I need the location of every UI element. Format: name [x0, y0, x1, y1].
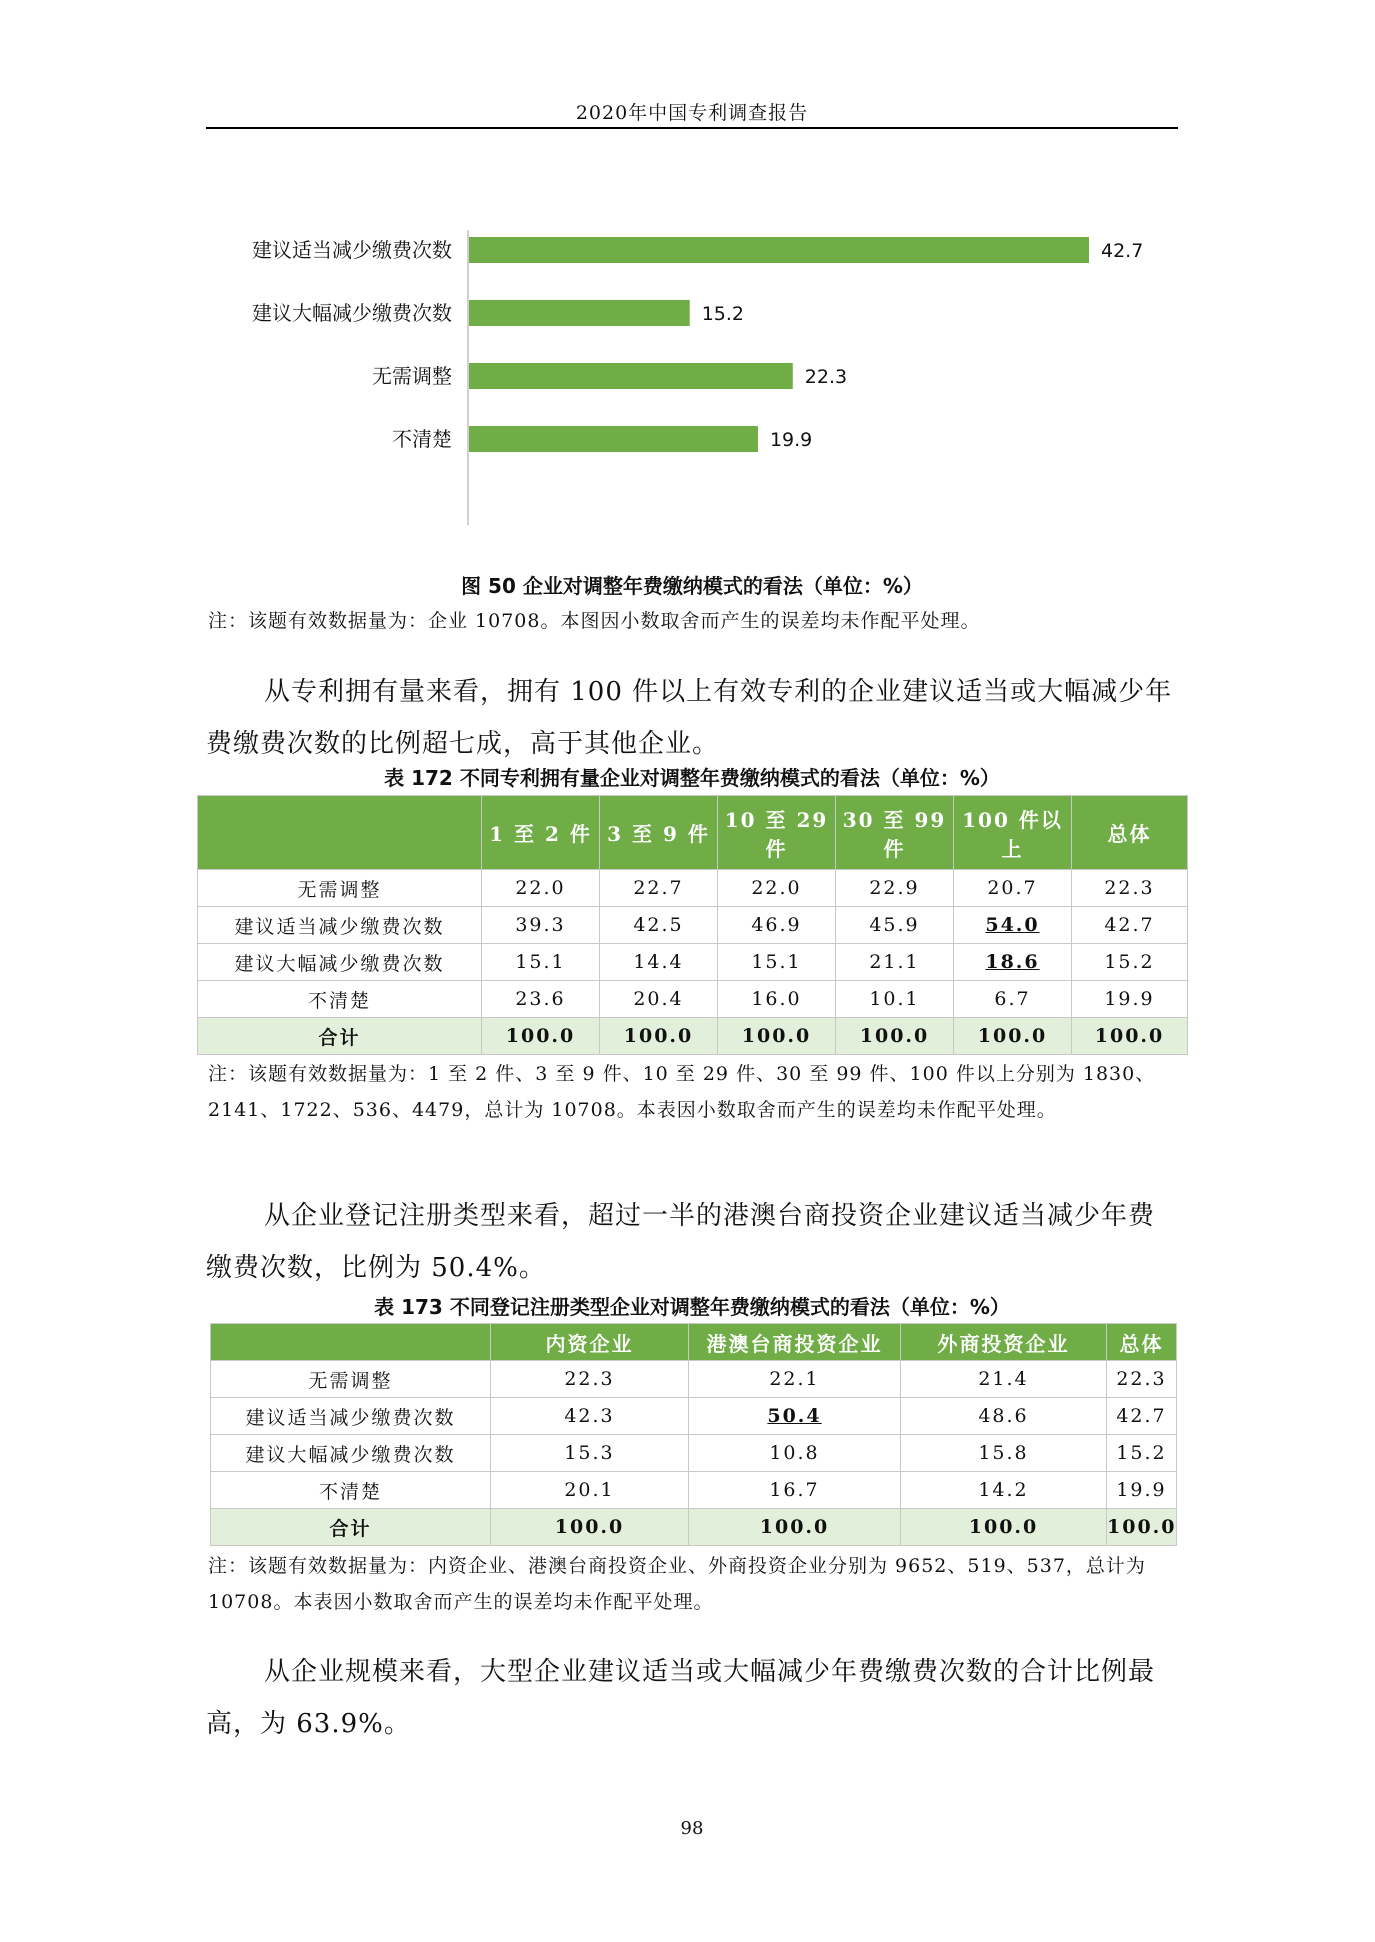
- table-cell: 22.3: [1072, 870, 1188, 907]
- column-header: [211, 1324, 491, 1361]
- table-cell: 23.6: [482, 981, 600, 1018]
- total-row: [198, 1018, 1188, 1055]
- table-cell: 22.3: [1107, 1361, 1177, 1398]
- table-cell: 42.3: [491, 1398, 689, 1435]
- paragraph-patent-ownership: 从专利拥有量来看，拥有 100 件以上有效专利的企业建议适当或大幅减少年费缴费次数的比例超七成，高于其他企业。: [206, 677, 1173, 759]
- row-label: 建议适当减少缴费次数: [198, 907, 482, 944]
- table-cell: 18.6: [954, 944, 1072, 981]
- column-header: 30 至 99 件: [836, 796, 954, 870]
- table-row: [211, 1361, 1177, 1398]
- table-cell: 20.7: [954, 870, 1072, 907]
- table-cell: 15.2: [1107, 1435, 1177, 1472]
- table-cell: 20.4: [600, 981, 718, 1018]
- table-cell: 6.7: [954, 981, 1072, 1018]
- table-cell: 22.9: [836, 870, 954, 907]
- total-cell: 100.0: [901, 1509, 1107, 1546]
- table-cell: 45.9: [836, 907, 954, 944]
- total-label: 合计: [198, 1018, 482, 1055]
- table-row: [198, 981, 1188, 1018]
- value-label: 19.9: [769, 429, 813, 451]
- table-cell: 42.7: [1072, 907, 1188, 944]
- table-cell: 15.1: [718, 944, 836, 981]
- table-cell: 15.2: [1072, 944, 1188, 981]
- table-cell: 42.5: [600, 907, 718, 944]
- table-cell: 15.1: [482, 944, 600, 981]
- value-label: 22.3: [804, 366, 848, 388]
- total-cell: 100.0: [600, 1018, 718, 1055]
- table-cell: 15.3: [491, 1435, 689, 1472]
- category-label: 建议大幅减少缴费次数: [252, 301, 452, 325]
- table-row: [211, 1472, 1177, 1509]
- column-header: 总体: [1072, 796, 1188, 870]
- value-label: 15.2: [701, 303, 745, 325]
- table-row: [211, 1398, 1177, 1435]
- table-173-caption: 表 173 不同登记注册类型企业对调整年费缴纳模式的看法（单位：%）: [374, 1295, 1010, 1319]
- table-cell: 46.9: [718, 907, 836, 944]
- table-cell: 22.1: [689, 1361, 901, 1398]
- table-cell: 19.9: [1072, 981, 1188, 1018]
- total-row: [211, 1509, 1177, 1546]
- bar: [469, 237, 1089, 263]
- table-row: [211, 1435, 1177, 1472]
- column-header: 1 至 2 件: [482, 796, 600, 870]
- table-cell: 22.0: [482, 870, 600, 907]
- row-label: 不清楚: [198, 981, 482, 1018]
- category-label: 建议适当减少缴费次数: [252, 238, 452, 262]
- total-cell: 100.0: [689, 1509, 901, 1546]
- total-label: 合计: [211, 1509, 491, 1546]
- table-cell: 14.2: [901, 1472, 1107, 1509]
- table-cell: 39.3: [482, 907, 600, 944]
- table-cell: 21.4: [901, 1361, 1107, 1398]
- figure-note: 注：该题有效数据量为：企业 10708。本图因小数取舍而产生的误差均未作配平处理。: [208, 610, 981, 632]
- table-173: [210, 1323, 1177, 1546]
- table-173-note: 注：该题有效数据量为：内资企业、港澳台商投资企业、外商投资企业分别为 9652、519、537，总计为 10708。本表因小数取舍而产生的误差均未作配平处理。: [208, 1555, 1146, 1613]
- table-cell: 54.0: [954, 907, 1072, 944]
- table-cell: 50.4: [689, 1398, 901, 1435]
- table-cell: 15.8: [901, 1435, 1107, 1472]
- paragraph-registration-type: 从企业登记注册类型来看，超过一半的港澳台商投资企业建议适当减少年费缴费次数，比例为 50.4%。: [206, 1201, 1156, 1283]
- table-cell: 21.1: [836, 944, 954, 981]
- category-label: 无需调整: [372, 364, 452, 388]
- table-row: [198, 944, 1188, 981]
- table-cell: 22.3: [491, 1361, 689, 1398]
- total-cell: 100.0: [491, 1509, 689, 1546]
- bar: [469, 300, 690, 326]
- table-172: [197, 795, 1188, 1055]
- column-header: [198, 796, 482, 870]
- table-cell: 22.0: [718, 870, 836, 907]
- page-number: 98: [680, 1818, 704, 1839]
- bar: [469, 363, 793, 389]
- figure-caption: 图 50 企业对调整年费缴纳模式的看法（单位：%）: [461, 574, 923, 598]
- table-cell: 20.1: [491, 1472, 689, 1509]
- table-172-caption: 表 172 不同专利拥有量企业对调整年费缴纳模式的看法（单位：%）: [384, 766, 1000, 790]
- column-header: 外商投资企业: [901, 1324, 1107, 1361]
- row-label: 不清楚: [211, 1472, 491, 1509]
- total-cell: 100.0: [1107, 1509, 1177, 1546]
- total-cell: 100.0: [482, 1018, 600, 1055]
- row-label: 建议大幅减少缴费次数: [211, 1435, 491, 1472]
- total-cell: 100.0: [836, 1018, 954, 1055]
- table-row: [198, 907, 1188, 944]
- paragraph-enterprise-scale: 从企业规模来看，大型企业建议适当或大幅减少年费缴费次数的合计比例最高，为 63.9%。: [206, 1657, 1156, 1739]
- column-header: 内资企业: [491, 1324, 689, 1361]
- column-header: 3 至 9 件: [600, 796, 718, 870]
- table-172-note: 注：该题有效数据量为：1 至 2 件、3 至 9 件、10 至 29 件、30 至 99 件、100 件以上分别为 1830、2141、1722、536、4479，总计为 10708。本表因小数取舍而产生的误差均未作配平处理。: [208, 1063, 1156, 1121]
- table-cell: 48.6: [901, 1398, 1107, 1435]
- value-label: 42.7: [1101, 240, 1144, 262]
- table-cell: 16.7: [689, 1472, 901, 1509]
- bar: [469, 426, 758, 452]
- table-cell: 22.7: [600, 870, 718, 907]
- table-cell: 14.4: [600, 944, 718, 981]
- page-header-title: 2020年中国专利调查报告: [575, 102, 809, 124]
- column-header: 总体: [1107, 1324, 1177, 1361]
- total-cell: 100.0: [1072, 1018, 1188, 1055]
- row-label: 无需调整: [198, 870, 482, 907]
- table-cell: 42.7: [1107, 1398, 1177, 1435]
- total-cell: 100.0: [954, 1018, 1072, 1055]
- table-cell: 19.9: [1107, 1472, 1177, 1509]
- table-row: [198, 870, 1188, 907]
- column-header: 100 件以上: [954, 796, 1072, 870]
- column-header: 港澳台商投资企业: [689, 1324, 901, 1361]
- header-rule: [206, 127, 1178, 129]
- table-cell: 10.1: [836, 981, 954, 1018]
- row-label: 建议适当减少缴费次数: [211, 1398, 491, 1435]
- category-label: 不清楚: [392, 427, 452, 451]
- total-cell: 100.0: [718, 1018, 836, 1055]
- bar-chart: [206, 220, 1178, 540]
- table-cell: 16.0: [718, 981, 836, 1018]
- column-header: 10 至 29 件: [718, 796, 836, 870]
- row-label: 无需调整: [211, 1361, 491, 1398]
- row-label: 建议大幅减少缴费次数: [198, 944, 482, 981]
- table-cell: 10.8: [689, 1435, 901, 1472]
